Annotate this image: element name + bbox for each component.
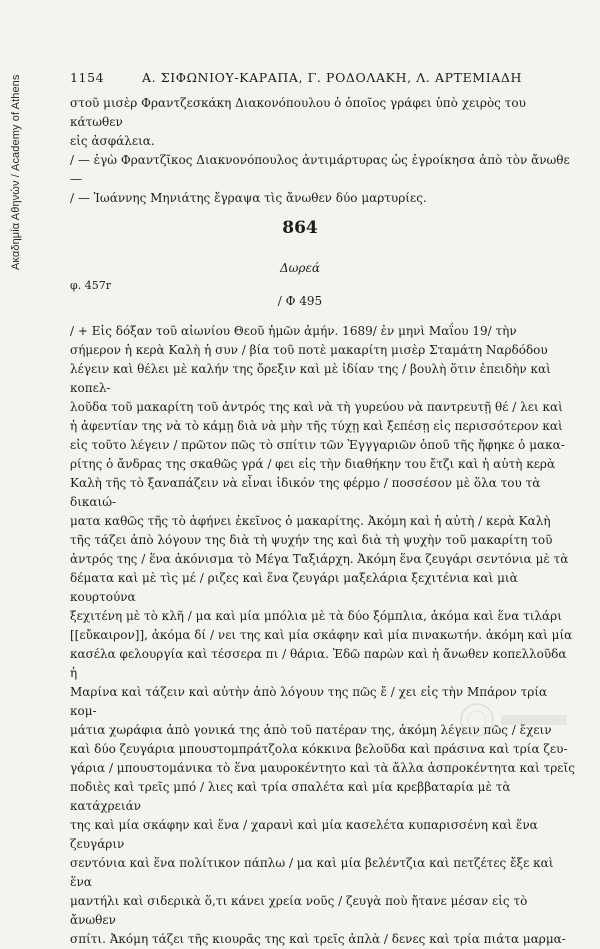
text-line: στοῦ μισὲρ Φραντζεσκάκη Διακονόπουλου ὁ ὁποῖος γράφει ὑπὸ χειρὸς του κάτωθεν: [70, 96, 526, 129]
text-line: κασέλα φελουργία καὶ τέσσερα πι / θάρια. Ἐδῶ παρὼν καὶ ἡ ἄνωθεν κοπελλοῦδα ἡ: [70, 647, 567, 680]
text-line: ρίτης ὁ ἄνδρας της σκαθῶς γρά / φει εἰς τὴν διαθήκην του ἔτζι καὶ ἡ αὐτὴ κερὰ: [70, 457, 556, 471]
text-line: εἰς τοῦτο λέγειν / πρῶτον πῶς τὸ σπίτιν τῶν Ἐγγγαριῶν ὁποῦ τῆς ἤφηκε ὁ μακα-: [70, 438, 565, 452]
page-number: 1154: [70, 70, 105, 85]
intro-text: [70, 94, 575, 208]
document-number: 864: [282, 218, 318, 238]
text-line: Μαρίνα καὶ τάζειν καὶ αὐτὴν ἀπὸ λόγουν της πῶς ἔ / χει εἰς τὴν Μπάρον τρία κομ-: [70, 685, 548, 718]
text-line: [[εὔκαιρον]], ἀκόμα δί / νει της καὶ μία σκάφην καὶ μία πινακωτήν. ἀκόμη καὶ μία: [70, 628, 573, 642]
running-head-authors: Α. ΣΙΦΩΝΙΟΥ-ΚΑΡΑΠΑ, Γ. ΡΟΔΟΛΑΚΗ, Λ. ΑΡΤΕΜΙΑΔΗ: [142, 70, 522, 85]
body-text: [70, 322, 575, 949]
sidebar-vertical-text: Ακαδημία Αθηνών / Academy of Athens: [10, 74, 22, 270]
text-line: σήμερον ἡ κερὰ Καλὴ ἡ συν / βία τοῦ ποτὲ μακαρίτη μισὲρ Σταμάτη Ναρδόδου: [70, 343, 548, 357]
text-line: ἀντρός της / ἕνα ἀκόνισμα τὸ Μέγα Ταξιάρχη. Ἀκόμη ἕνα ζευγάρι σεντόνια μὲ τὰ: [70, 552, 569, 566]
text-line: μαντήλι καὶ σιδερικὰ ὅ,τι κάνει χρεία νοῦς / ζευγὰ ποὺ ἤτανε μέσαν εἰς τὸ ἄνωθεν: [70, 894, 528, 927]
text-line: γάρια / μπουστομάνικα τὸ ἕνα μαυροκέντητο καὶ τὰ ἄλλα ἀσπροκέντητα καὶ τρεῖς: [70, 761, 575, 775]
text-line: εἰς ἀσφάλεια.: [70, 134, 155, 148]
text-line: της καὶ μία σκάφην καὶ ἕνα / χαρανὶ καὶ μία κασελέτα κυπαρισσένη καὶ ἕνα ζευγάριν: [70, 818, 538, 851]
folio-reference: φ. 457r: [70, 279, 111, 292]
library-watermark-icon: [455, 695, 575, 745]
text-line: δέματα καὶ μὲ τὶς μέ / ριζες καὶ ἕνα ζευγάρι μαξελάρια ξεχιτένια καὶ μιὰ κουρτούνα: [70, 571, 518, 604]
text-line: ματα καθῶς τῆς τὸ ἀφήνει ἐκεῖνος ὁ μακαρίτης. Ἀκόμη καὶ ἡ αὐτὴ / κερὰ Καλὴ: [70, 514, 551, 528]
text-line: / + Εἰς δόξαν τοῦ αἰωνίου Θεοῦ ἡμῶν ἀμήν. 1689/ ἐν μηνὶ Μαΐου 19/ τὴν: [70, 324, 517, 338]
phi-reference: / Φ 495: [277, 294, 323, 308]
text-line: / — ἐγὼ Φραντζῖκος Διακνονόπουλος ἀντιμάρτυρας ὡς ἐγροίκησα ἀπὸ τὸν ἄνωθε —: [70, 153, 570, 186]
text-line: ξεχιτένη μὲ τὸ κλῆ / μα καὶ μία μπόλια μὲ τὰ δύο ξόμπλια, ἀκόμα καὶ ἕνα τιλάρι: [70, 609, 562, 623]
text-line: σεντόνια καὶ ἕνα πολίτικον πάπλω / μα καὶ μία βελέντζια καὶ πετζέτες ἔξε καὶ ἕνα: [70, 856, 554, 889]
text-line: λέγειν καὶ θέλει μὲ καλήν της ὄρεξιν καὶ μὲ ἰδίαν της / βουλὴ ὅτιν ἐπειδὴν καὶ κοπελ-: [70, 362, 551, 395]
text-line: ποδιὲς καὶ τρεῖς μπό / λιες καὶ τρία σπαλέτα καὶ μία κρεββαταρία μὲ τὰ κατάχρειάν: [70, 780, 511, 813]
text-line: σπίτι. Ἀκόμη τάζει τῆς κιουρᾶς της καὶ τρεῖς ἀπλὰ / δενες καὶ τρία πιάτα μαρμα-: [70, 932, 566, 946]
text-line: λοῦδα τοῦ μακαρίτη τοῦ ἀντρός της καὶ νὰ τὴ γυρεύου νὰ παντρευτῇ θέ / λει καὶ: [70, 400, 563, 414]
text-line: καὶ δύο ζευγάρια μπουστομπράτζολα κόκκινα βελοῦδα καὶ πράσινα καὶ τρία ζευ-: [70, 742, 568, 756]
text-line: / — Ἰωάννης Μηνιάτης ἔγραψα τὶς ἄνωθεν δύο μαρτυρίες.: [70, 191, 427, 205]
document-title: Δωρεά: [279, 261, 321, 275]
text-line: τῆς τάζει ἀπὸ λόγουν της διὰ τὴ ψυχήν της καὶ διὰ τὴ ψυχὴν τοῦ μακαρίτη τοῦ: [70, 533, 553, 547]
text-line: ἡ ἀφεντίαν της νὰ τὸ κάμῃ διὰ νὰ μὴν τῆς τύχῃ καὶ ξεπέσῃ εἰς περισσότερον καὶ: [70, 419, 563, 433]
text-line: μάτια χωράφια ἀπὸ γονικά της ἀπὸ τοῦ πατέραν της, ἀκόμη λέγειν πῶς / ἔχειν: [70, 723, 552, 737]
text-line: Καλὴ τῆς τὸ ξαναπάζειν νὰ εἶναι ἰδικόν της φέρμο / ποσσέσον μὲ ὅλα του τὰ δικαιώ-: [70, 476, 541, 509]
